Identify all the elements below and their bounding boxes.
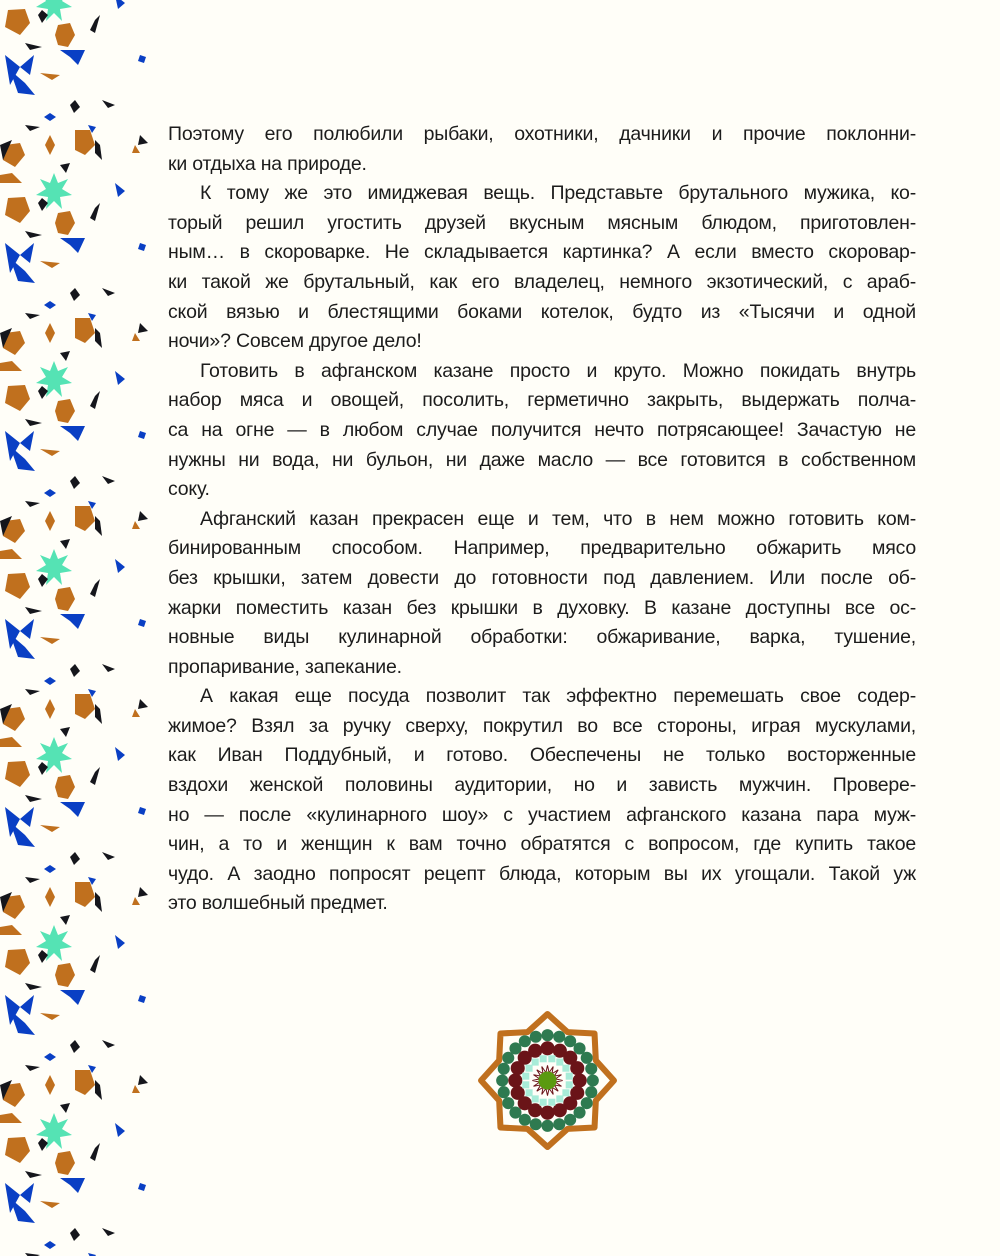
paragraph <box>168 120 916 179</box>
paragraph <box>168 682 916 919</box>
text-line: чудо. А заодно попросят рецепт блюда, которым вы их угощали. Такой уж <box>168 862 916 885</box>
paragraph <box>168 357 916 505</box>
text-line: без крышки, затем довести до готовности под давлением. Или после об- <box>168 566 916 589</box>
text-line: как Иван Поддубный, и готово. Обеспечены не только восторженные <box>168 744 916 767</box>
paragraph <box>168 179 916 357</box>
text-line: но — после «кулинарного шоу» с участием афганского казана пара муж- <box>168 803 916 826</box>
decorative-border-pattern <box>0 0 155 1256</box>
text-line: А какая еще посуда позволит так эффектно перемешать свое содер- <box>200 685 916 708</box>
text-line: Афганский казан прекрасен еще и тем, что в нем можно готовить ком- <box>200 507 916 530</box>
text-line: са на огне — в любом случае получится нечто потрясающее! Зачастую не <box>168 418 916 441</box>
text-line: торый решил угостить друзей вкусным мясным блюдом, приготовлен- <box>168 211 916 234</box>
body-text <box>168 120 916 919</box>
text-line: вздохи женской половины аудитории, но и зависть мужчин. Провере- <box>168 774 916 797</box>
text-line: К тому же это имиджевая вещь. Представьте брутального мужика, ко- <box>200 182 916 205</box>
text-line: жимое? Взял за ручку сверху, покрутил во все стороны, играя мускулами, <box>168 714 916 737</box>
text-line: ки такой же брутальный, как его владелец, немного экзотический, с араб- <box>168 270 916 293</box>
text-line: новные виды кулинарной обработки: обжаривание, варка, тушение, <box>168 626 916 649</box>
text-line: соку. <box>168 478 210 501</box>
text-line: ской вязью и блестящими боками котелок, будто из «Тысячи и одной <box>168 300 916 323</box>
text-line: набор мяса и овощей, посолить, герметично закрыть, выдержать полча- <box>168 389 916 412</box>
ornamental-medallion <box>475 1008 620 1153</box>
text-line: ночи»? Совсем другое дело! <box>168 330 422 353</box>
text-line: это волшебный предмет. <box>168 892 388 915</box>
text-line: Поэтому его полюбили рыбаки, охотники, дачники и прочие поклонни- <box>168 123 916 145</box>
text-line: бинированным способом. Например, предварительно обжарить мясо <box>168 537 916 560</box>
text-line: ным… в скороварке. Не складывается картинка? А если вместо скоровар- <box>168 241 916 264</box>
text-line: ки отдыха на природе. <box>168 152 367 175</box>
text-line: пропаривание, запекание. <box>168 655 402 678</box>
text-line: нужны ни вода, ни бульон, ни даже масло — все готовится в собственном <box>168 448 916 471</box>
text-line: чин, а то и женщин к вам точно обратятся с вопросом, где купить такое <box>168 833 916 856</box>
text-line: Готовить в афганском казане просто и круто. Можно покидать внутрь <box>200 359 916 382</box>
paragraph <box>168 505 916 683</box>
text-line: жарки поместить казан без крышки в духовку. В казане доступны все ос- <box>168 596 916 619</box>
